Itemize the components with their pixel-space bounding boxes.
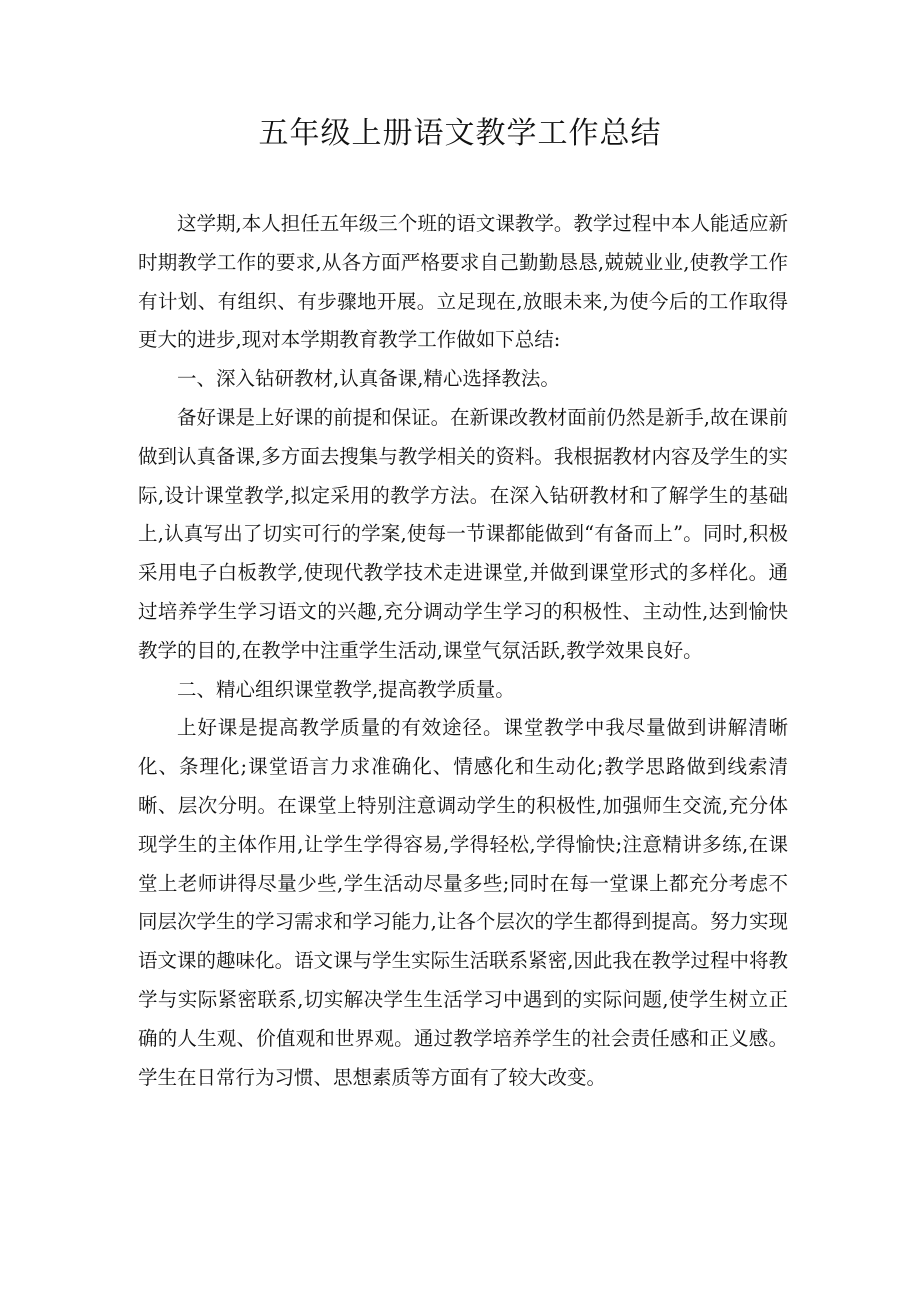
section-1-paragraph: 备好课是上好课的前提和保证。在新课改教材面前仍然是新手,故在课前做到认真备课,多方面去搜集与教学相关的资料。我根据教材内容及学生的实际,设计课堂教学,拟定采用的教学方法。在深入钻研教材和了解学生的基础上,认真写出了切实可行的学案,使每一节课都能做到“有备而上”。同时,积极采用电子白板教学,使现代教学技术走进课堂,并做到课堂形式的多样化。通过培养学生学习语文的兴趣,充分调动学生学习的积极性、主动性,达到愉快教学的目的,在教学中注重学生活动,课堂气氛活跃,教学效果良好。 — [138, 405, 788, 662]
section-heading-2: 二、精心组织课堂教学,提高教学质量。 — [177, 677, 515, 701]
intro-paragraph: 这学期,本人担任五年级三个班的语文课教学。教学过程中本人能适应新时期教学工作的要求,从各方面严格要求自己勤勤恳恳,兢兢业业,使教学工作有计划、有组织、有步骤地开展。立足现在,放眼未来,为使今后的工作取得更大的进步,现对本学期教育教学工作做如下总结: — [138, 212, 788, 352]
section-heading-1: 一、深入钻研教材,认真备课,精心选择教法。 — [177, 367, 560, 391]
section-2-paragraph: 上好课是提高教学质量的有效途径。课堂教学中我尽量做到讲解清晰化、条理化;课堂语言力求准确化、情感化和生动化;教学思路做到线索清晰、层次分明。在课堂上特别注意调动学生的积极性,加强师生交流,充分体现学生的主体作用,让学生学得容易,学得轻松,学得愉快;注意精讲多练,在课堂上老师讲得尽量少些,学生活动尽量多些;同时在每一堂课上都充分考虑不同层次学生的学习需求和学习能力,让各个层次的学生都得到提高。努力实现语文课的趣味化。语文课与学生实际生活联系紧密,因此我在教学过程中将教学与实际紧密联系,切实解决学生生活学习中遇到的实际问题,使学生树立正确的人生观、价值观和世界观。通过教学培养学生的社会责任感和正义感。学生在日常行为习惯、思想素质等方面有了较大改变。 — [138, 716, 788, 1089]
document-title: 五年级上册语文教学工作总结 — [258, 116, 662, 151]
document-body — [138, 205, 788, 1097]
